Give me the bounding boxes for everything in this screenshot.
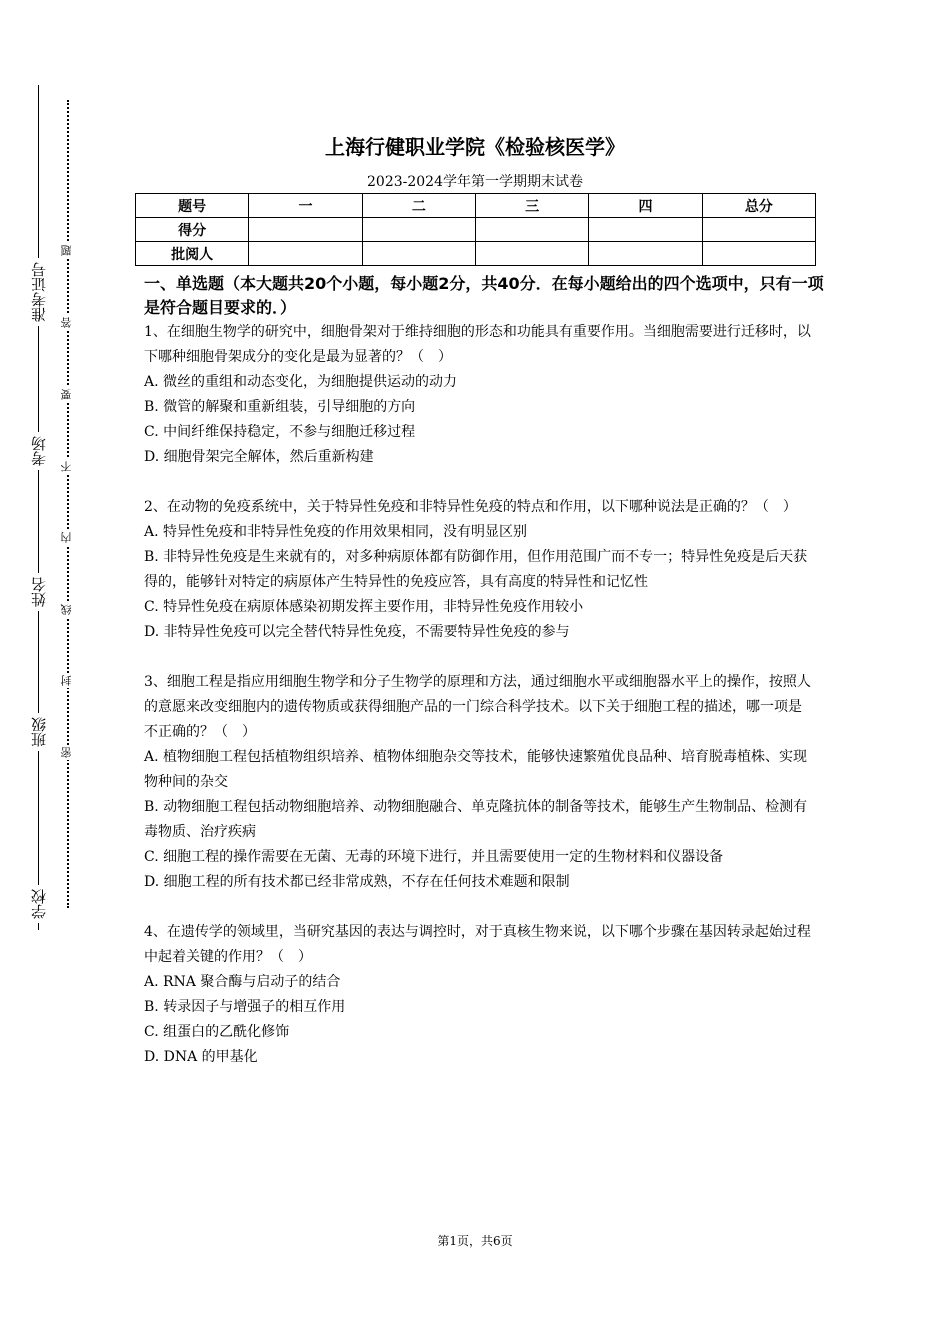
- option-b: B. 微管的解聚和重新组装，引导细胞的方向: [144, 399, 416, 415]
- option-b: B. 转录因子与增强子的相互作用: [144, 999, 346, 1015]
- score-table-header: 三: [475, 194, 588, 218]
- option-b: B. 动物细胞工程包括动物细胞培养、动物细胞融合、单克隆抗体的制备等技术，能够生产生物制品、检测有毒物质、治疗疾病: [144, 799, 808, 840]
- school-label: 学校: [31, 885, 47, 923]
- question-list: [144, 320, 814, 1095]
- score-table-header-row: [136, 194, 816, 218]
- score-table-header: 四: [589, 194, 702, 218]
- question-1: [144, 320, 814, 470]
- score-table-header: 总分: [702, 194, 815, 218]
- question-3: [144, 670, 814, 895]
- seal-dotted-line: [67, 100, 69, 908]
- score-table-header: 一: [249, 194, 362, 218]
- score-cell: [702, 218, 815, 242]
- score-table-header: 题号: [136, 194, 249, 218]
- reviewer-row: [136, 242, 816, 266]
- question-stem: 3、细胞工程是指应用细胞生物学和分子生物学的原理和方法，通过细胞水平或细胞器水平上的操作，按照人的意愿来改变细胞内的遗传物质或获得细胞产品的一门综合科学技术。以下关于细胞工程的描述，哪一项是不正确的？（ ）: [144, 674, 811, 740]
- score-table-header: 二: [362, 194, 475, 218]
- question-4: [144, 920, 814, 1070]
- score-cell: [362, 218, 475, 242]
- seal-char: 内: [60, 532, 73, 543]
- name-label: 姓名: [31, 573, 47, 611]
- score-cell: [249, 218, 362, 242]
- option-d: D. 非特异性免疫可以完全替代特异性免疫，不需要特异性免疫的参与: [144, 624, 570, 640]
- question-stem: 1、在细胞生物学的研究中，细胞骨架对于维持细胞的形态和功能具有重要作用。当细胞需要进行迁移时，以下哪种细胞骨架成分的变化是最为显著的？（ ）: [144, 324, 811, 365]
- option-d: D. 细胞骨架完全解体，然后重新构建: [144, 449, 374, 465]
- reviewer-cell: [702, 242, 815, 266]
- option-c: C. 特异性免疫在病原体感染初期发挥主要作用，非特异性免疫作用较小: [144, 599, 584, 615]
- score-table: [135, 193, 816, 266]
- option-d: D. DNA 的甲基化: [144, 1049, 258, 1065]
- question-stem: 4、在遗传学的领域里，当研究基因的表达与调控时，对于真核生物来说，以下哪个步骤在基因转录起始过程中起着关键的作用？（ ）: [144, 924, 811, 965]
- option-a: A. 微丝的重组和动态变化，为细胞提供运动的动力: [144, 374, 458, 390]
- reviewer-cell: [475, 242, 588, 266]
- option-d: D. 细胞工程的所有技术都已经非常成熟，不存在任何技术难题和限制: [144, 874, 570, 890]
- score-row-label: 得分: [136, 218, 249, 242]
- option-a: A. 植物细胞工程包括植物组织培养、植物体细胞杂交等技术，能够快速繁殖优良品种、培育脱毒植株、实现物种间的杂交: [144, 749, 808, 790]
- option-b: B. 非特异性免疫是生来就有的，对多种病原体都有防御作用，但作用范围广而不专一；特异性免疫是后天获得的，能够针对特定的病原体产生特异性的免疫应答，具有高度的特异性和记忆性: [144, 549, 808, 590]
- exam-subtitle: 2023-2024学年第一学期期末试卷: [367, 174, 583, 190]
- seal-char: 答: [60, 317, 73, 328]
- page-number: 第1页，共6页: [437, 1234, 513, 1248]
- option-a: A. 特异性免疫和非特异性免疫的作用效果相同，没有明显区别: [144, 524, 528, 540]
- option-a: A. RNA 聚合酶与启动子的结合: [144, 974, 341, 990]
- option-c: C. 中间纤维保持稳定，不参与细胞迁移过程: [144, 424, 416, 440]
- reviewer-cell: [249, 242, 362, 266]
- score-cell: [475, 218, 588, 242]
- exam-title: 上海行健职业学院《检验核医学》: [325, 135, 625, 159]
- option-c: C. 细胞工程的操作需要在无菌、无毒的环境下进行，并且需要使用一定的生物材料和仪器设备: [144, 849, 724, 865]
- seal-char: 密: [60, 747, 73, 758]
- seal-char: 封: [60, 675, 73, 686]
- exam-number-label: 准考证号: [31, 258, 47, 326]
- section-heading: 一、单选题（本大题共20个小题，每小题2分，共40分．在每小题给出的四个选项中，只有一项是符合题目要求的．）: [144, 274, 824, 317]
- question-2: [144, 495, 814, 645]
- seal-char: 不: [60, 461, 73, 472]
- class-label: 班级: [31, 713, 47, 751]
- score-cell: [589, 218, 702, 242]
- question-stem: 2、在动物的免疫系统中，关于特异性免疫和非特异性免疫的特点和作用，以下哪种说法是正确的？（ ）: [144, 499, 797, 515]
- reviewer-cell: [362, 242, 475, 266]
- seal-char: 题: [60, 245, 73, 256]
- exam-room-label: 考场: [31, 432, 47, 470]
- reviewer-cell: [589, 242, 702, 266]
- reviewer-row-label: 批阅人: [136, 242, 249, 266]
- seal-char: 要: [60, 389, 73, 400]
- seal-char: 线: [60, 604, 73, 615]
- score-row: [136, 218, 816, 242]
- option-c: C. 组蛋白的乙酰化修饰: [144, 1024, 290, 1040]
- binding-line: [38, 85, 39, 930]
